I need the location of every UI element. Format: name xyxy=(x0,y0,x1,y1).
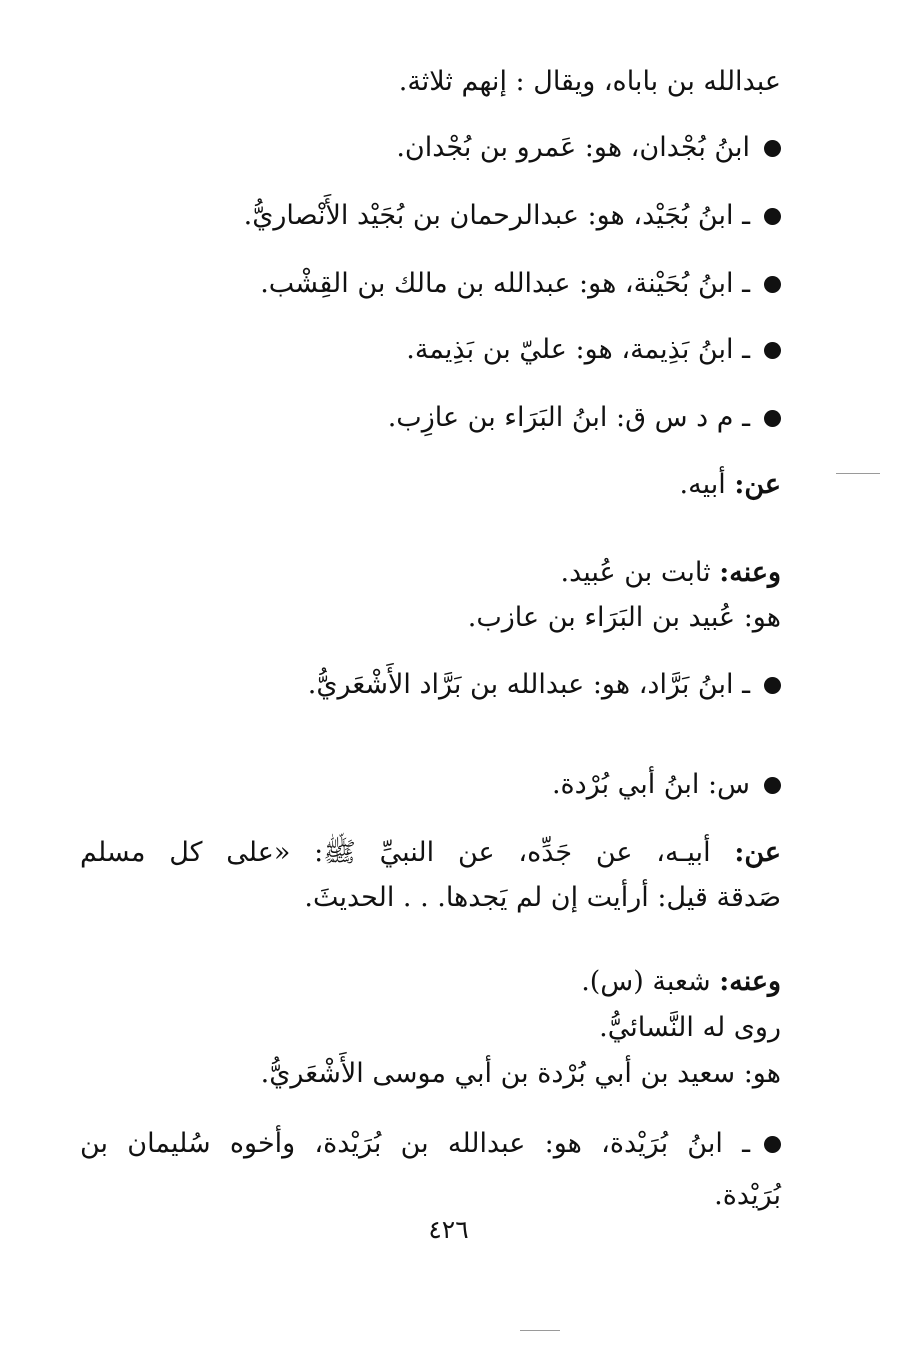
line-label: وعنه: xyxy=(719,557,781,588)
entry-line: ـ م د س ق: ابنُ البَرَاء بن عازِب. xyxy=(80,398,781,438)
bullet-icon xyxy=(764,276,781,293)
bullet-icon xyxy=(764,410,781,427)
text-line: صَدقة قيل: أرأيت إن لم يَجدها. . . الحديثَ. xyxy=(304,882,781,913)
text-line: عن: أبيه. xyxy=(679,469,781,500)
entry-line: ابنُ بُجْدان، هو: عَمرو بن بُجْدان. xyxy=(80,128,781,168)
bullet-icon xyxy=(764,777,781,794)
line-label: وعنه: xyxy=(719,966,781,997)
bullet-icon xyxy=(764,140,781,157)
scan-mark xyxy=(520,1330,560,1331)
text-line: هو: عُبيد بن البَرَاء بن عازب. xyxy=(467,602,781,633)
entry-line: ـ ابنُ بُرَيْدة، هو: عبدالله بن بُرَيْدة، وأخوه سُليمان بن xyxy=(80,1124,781,1164)
line-label: عن: xyxy=(734,469,781,500)
text-line: عبدالله بن باباه، ويقال : إنهم ثلاثة. xyxy=(398,66,781,97)
text-line: وعنه: شعبة (س). xyxy=(581,966,781,997)
entry-line: ـ ابنُ بَرَّاد، هو: عبدالله بن بَرَّاد الأَشْعَريُّ. xyxy=(80,665,781,705)
text-line: بُرَيْدة. xyxy=(714,1180,781,1211)
text-line: عن: أبيـه، عن جَدِّه، عن النبيِّ ﷺ: «على كل مسلم xyxy=(80,837,781,868)
text-line: هو: سعيد بن أبي بُرْدة بن أبي موسى الأَشْعَريُّ. xyxy=(260,1058,781,1089)
entry-line: ـ ابنُ بُحَيْنة، هو: عبدالله بن مالك بن القِشْب. xyxy=(80,264,781,304)
page-number: ٤٢٦ xyxy=(428,1215,469,1244)
text-line: روى له النَّسائيُّ. xyxy=(599,1012,781,1043)
text-line: وعنه: ثابت بن عُبيد. xyxy=(560,557,781,588)
entry-line: ـ ابنُ بُجَيْد، هو: عبدالرحمان بن بُجَيْد الأَنْصاريُّ. xyxy=(80,196,781,236)
bullet-icon xyxy=(764,342,781,359)
bullet-icon xyxy=(764,677,781,694)
scan-mark xyxy=(836,473,880,474)
entry-line: س: ابنُ أبي بُرْدة. xyxy=(80,765,781,805)
bullet-icon xyxy=(764,208,781,225)
bullet-icon xyxy=(764,1136,781,1153)
line-label: عن: xyxy=(734,837,781,868)
entry-line: ـ ابنُ بَذِيمة، هو: عليّ بن بَذِيمة. xyxy=(80,330,781,370)
